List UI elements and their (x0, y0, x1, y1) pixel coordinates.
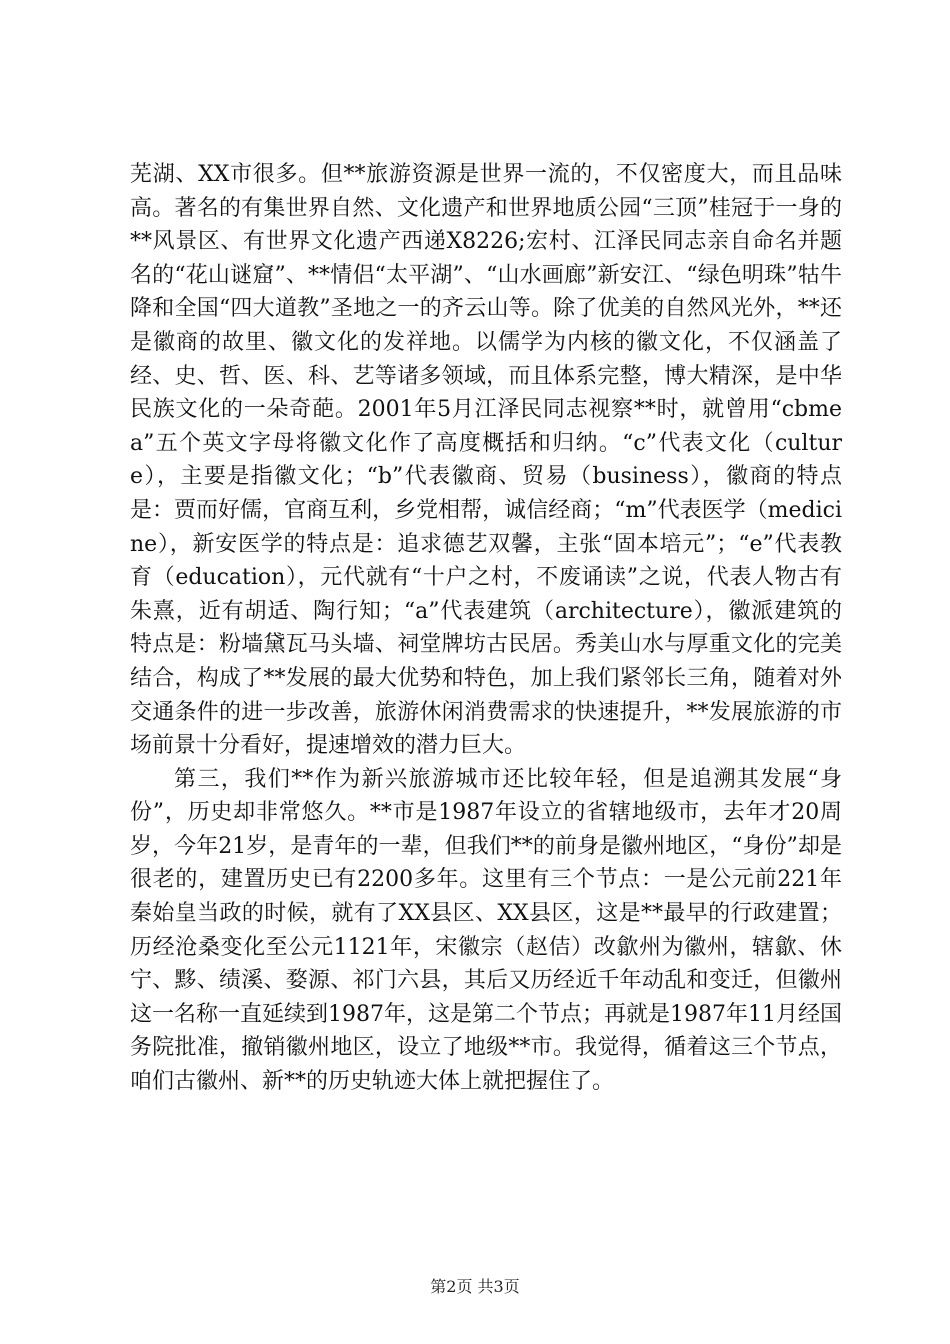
page-number-footer: 第2页 共3页 (430, 1277, 520, 1296)
document-body (130, 158, 842, 1099)
paragraph-continued: 芜湖、XX市很多。但**旅游资源是世界一流的，不仅密度大，而且品味高。著名的有集世界自然、文化遗产和世界地质公园“三顶”桂冠于一身的**风景区、有世界文化遗产西递X8226;宏村、江泽民同志亲自命名并题名的“花山谜窟”、**情侣“太平湖”、“山水画廊”新安江、“绿色明珠”牯牛降和全国“四大道教”圣地之一的齐云山等。除了优美的自然风光外，**还是徽商的故里、徽文化的发祥地。以儒学为内核的徽文化，不仅涵盖了经、史、哲、医、科、艺等诸多领域，而且体系完整，博大精深，是中华民族文化的一朵奇葩。2001年5月江泽民同志视察**时，就曾用“cbmea”五个英文字母将徽文化作了高度概括和归纳。“c”代表文化（culture），主要是指徽文化；“b”代表徽商、贸易（business），徽商的特点是：贾而好儒，官商互利，乡党相帮，诚信经商；“m”代表医学（medicine），新安医学的特点是：追求德艺双馨，主张“固本培元”；“e”代表教育（education），元代就有“十户之村，不废诵读”之说，代表人物古有朱熹，近有胡适、陶行知；“a”代表建筑（architecture），徽派建筑的特点是：粉墙黛瓦马头墙、祠堂牌坊古民居。秀美山水与厚重文化的完美结合，构成了**发展的最大优势和特色，加上我们紧邻长三角，随着对外交通条件的进一步改善，旅游休闲消费需求的快速提升，**发展旅游的市场前景十分看好，提速增效的潜力巨大。 (130, 162, 842, 759)
paragraph-third-point: 第三，我们**作为新兴旅游城市还比较年轻，但是追溯其发展“身份”，历史却非常悠久。**市是1987年设立的省辖地级市，去年才20周岁，今年21岁，是青年的一辈，但我们**的前身是徽州地区，“身份”却是很老的，建置历史已有2200多年。这里有三个节点：一是公元前221年秦始皇当政的时候，就有了XX县区、XX县区，这是**最早的行政建置；历经沧桑变化至公元1121年，宋徽宗（赵佶）改歙州为徽州，辖歙、休宁、黟、绩溪、婺源、祁门六县，其后又历经近千年动乱和变迁，但徽州这一名称一直延续到1987年，这是第二个节点；再就是1987年11月经国务院批准，撤销徽州地区，设立了地级**市。我觉得，循着这三个节点，咱们古徽州、新**的历史轨迹大体上就把握住了。 (130, 766, 842, 1095)
